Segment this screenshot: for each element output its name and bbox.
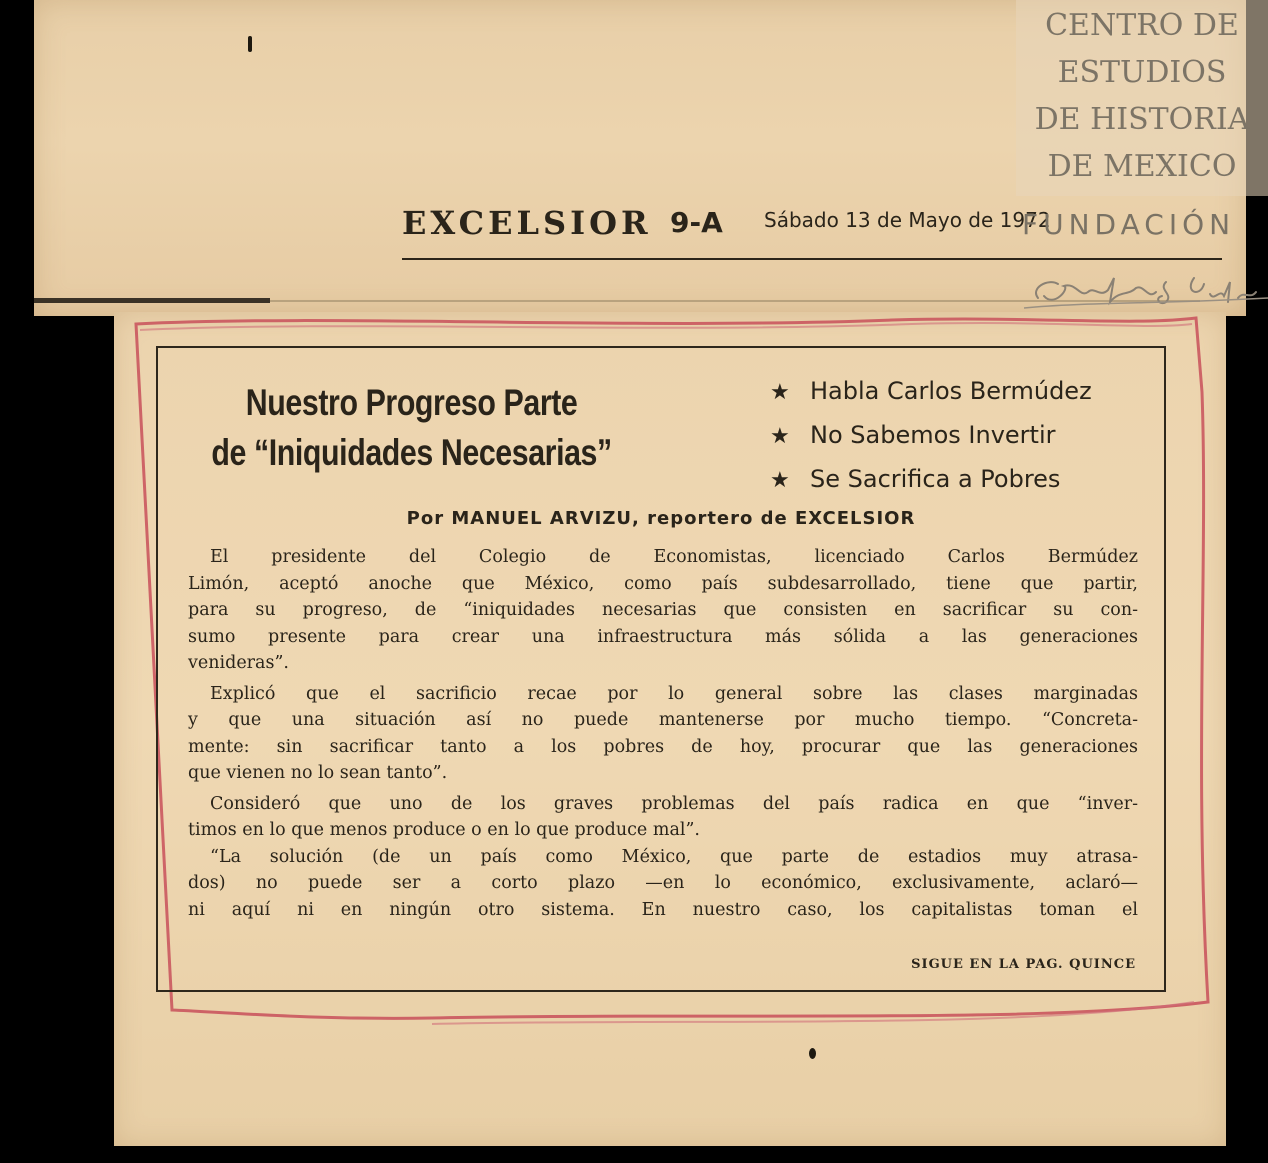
summary-bullets [770, 370, 1092, 502]
text-line: Limón, aceptó anoche que México, como país subdesarrollado, tiene que partir, [188, 573, 1138, 594]
text-line: sumo presente para crear una infraestructura más sólida a las generaciones [188, 626, 1138, 647]
summary-bullet [770, 414, 1092, 458]
star-icon: ★ [770, 380, 790, 405]
text-line: El presidente del Colegio de Economistas, licenciado Carlos Bermúdez [210, 547, 1138, 567]
headline-line: Nuestro Progreso Parte [245, 382, 578, 423]
bullet-text: Se Sacrifica a Pobres [810, 465, 1061, 493]
archive-stamp-line: CENTRO DE [1045, 8, 1239, 43]
text-line: Consideró que uno de los graves problemas del país radica en que “inver- [210, 793, 1138, 814]
paragraph [188, 844, 1138, 924]
paragraph [188, 681, 1138, 787]
article-headline [182, 378, 641, 478]
publication-date: Sábado 13 de Mayo de 1972 [764, 208, 1051, 232]
text-line: ni aquí ni en ningún otro sistema. En nuestro caso, los capitalistas toman el [188, 899, 1138, 920]
article-body [188, 544, 1138, 923]
continued-notice: SIGUE EN LA PAG. QUINCE [911, 957, 1136, 972]
text-line: dos) no puede ser a corto plazo —en lo económico, exclusivamente, aclaró— [188, 873, 1138, 893]
summary-bullet [770, 458, 1092, 502]
ink-mark [809, 1048, 816, 1059]
archive-stamp-line: DE MEXICO [1047, 149, 1237, 184]
star-icon: ★ [770, 424, 790, 449]
archive-stamp [1016, 0, 1268, 196]
text-line: que vienen no lo sean tanto”. [188, 763, 448, 783]
paragraph [188, 544, 1138, 677]
text-line: y que una situación así no puede mantenerse por mucho tiempo. “Concreta- [188, 710, 1138, 730]
article-byline: Por MANUEL ARVIZU, reportero de EXCELSIOR [406, 508, 916, 529]
text-line: timos en lo que menos produce o en lo que produce mal”. [188, 820, 700, 840]
archive-foundation: FUNDACIÓN [1022, 208, 1236, 241]
paragraph [188, 791, 1138, 844]
bullet-text: Habla Carlos Bermúdez [810, 377, 1092, 405]
strip-rule-dark [34, 298, 270, 303]
page-number: 9-A [670, 206, 723, 239]
bullet-text: No Sabemos Invertir [810, 421, 1056, 449]
ink-mark [248, 36, 252, 52]
archive-stamp-line: DE HISTORIA [1034, 102, 1250, 137]
text-line: para su progreso, de “iniquidades necesarias que consisten en sacrificar su con- [188, 600, 1138, 620]
star-icon: ★ [770, 468, 790, 493]
summary-bullet [770, 370, 1092, 414]
newspaper-name: EXCELSIOR [402, 204, 652, 242]
text-line: mente: sin sacrificar tanto a los pobres de hoy, procurar que las generaciones [188, 736, 1138, 757]
text-line: “La solución (de un país como México, que parte de estadios muy atrasa- [210, 846, 1138, 867]
signature-icon [1024, 268, 1268, 316]
headline-line: de “Iniquidades Necesarias” [211, 432, 612, 473]
archive-stamp-line: ESTUDIOS [1057, 55, 1227, 90]
text-line: venideras”. [188, 653, 289, 673]
article-box [156, 346, 1166, 992]
text-line: Explicó que el sacrificio recae por lo general sobre las clases marginadas [210, 683, 1138, 704]
